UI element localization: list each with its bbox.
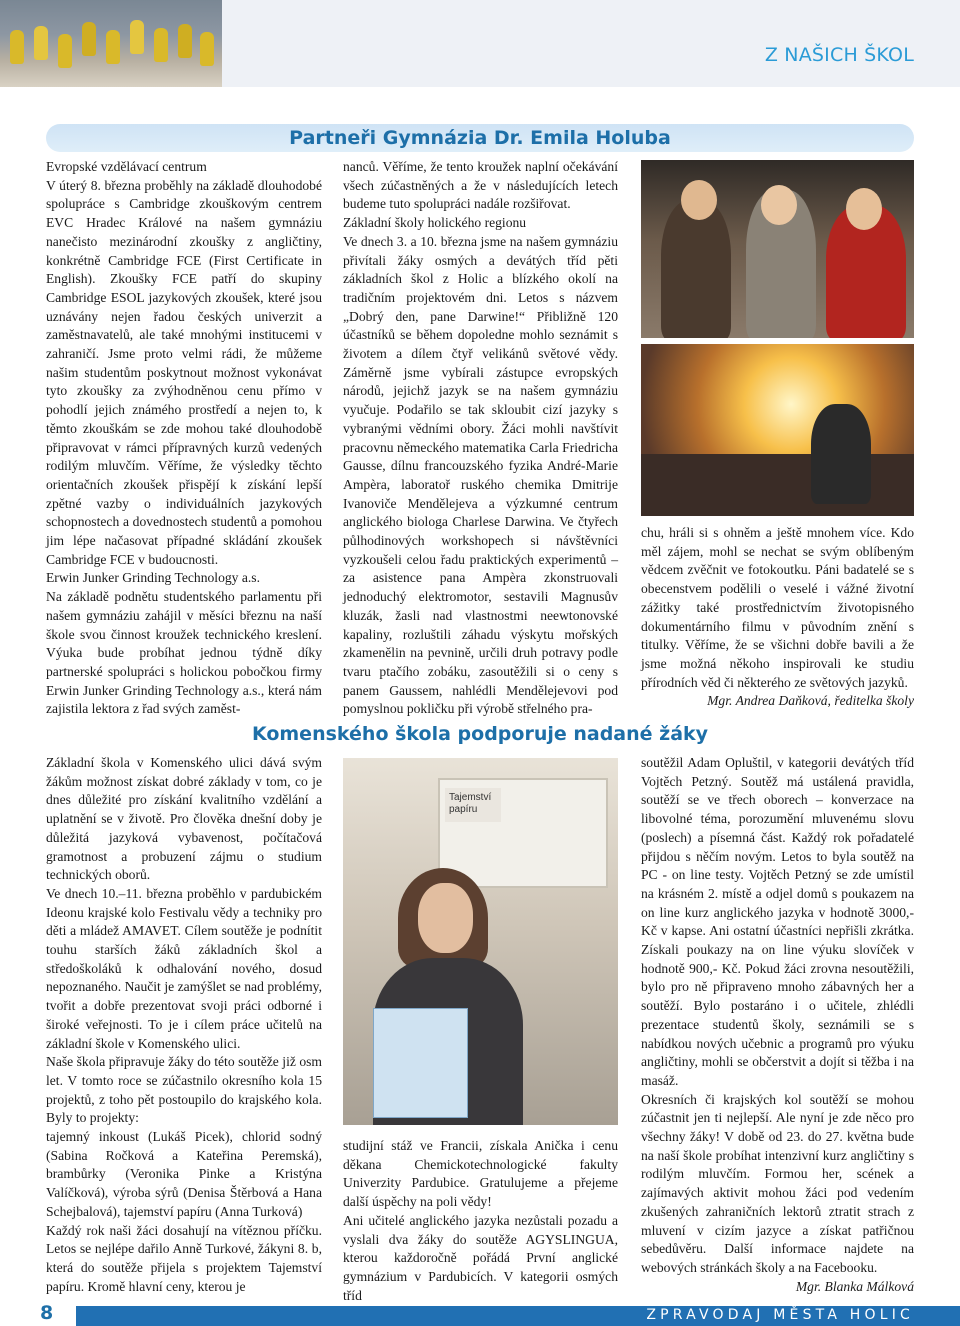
- paragraph: Základní školy holického regionu: [343, 215, 527, 231]
- fire-experiment-photo: [641, 344, 914, 516]
- paragraph: Evropské vzdělávací centrum: [46, 159, 207, 174]
- paragraph: Naše škola připravuje žáky do této soutěže již osm let. V tomto roce se zúčastnilo okresního kola 15 projektů, z toho pět postoupilo do krajského kola. Byly to projekty:: [46, 1054, 322, 1126]
- publication-name: ZPRAVODAJ MĚSTA HOLIC: [646, 1307, 914, 1323]
- paragraph: studijní stáž ve Francii, získala Anička i cenu děkana Chemickotechnologické fakulty Univerzity Pardubice. Gratulujeme a přejeme další úspěchy na poli vědy!: [343, 1138, 618, 1210]
- article1-heading-bar: [46, 124, 914, 152]
- poster-label: [445, 788, 501, 822]
- article1-column-2: [343, 158, 618, 719]
- paragraph: Ve dnech 10.–11. března proběhlo v pardubickém Ideonu krajské kolo Festivalu vědy a techniky pro děti a mládež AMAVET. Cílem soutěže je podnítit touhu starších žáků základních škol a středoškoláků k odhalování nového, dosud nepoznaného. Naučit je zamýšlet se nad problémy, tvořit a dobře prezentovat svoji práci odborné i široké veřejnosti. To je i cílem práce učitelů na základní škole v Komenského ulici.: [46, 885, 322, 1051]
- paragraph: Okresních či krajských kol soutěží se mohou zúčastnit jen ti nejlepší. Ale nyní je zde něco pro všechny žáky! V době od 23. do 27. května bude na naší škole probíhat intenzivní kurz angličtiny s rodilým mluvčím. Formou her, scének a zajímavých aktivit mohou žáci pod vedením zkušených zahraničních lektorů ztratit strach z mluvení v cizím jazyce a získat patřičnou sebedůvěru. Další informace najdete na webových stránkách školy a na Facebooku.: [641, 1091, 914, 1275]
- article2-column-1: [46, 754, 322, 1296]
- article1-signature: Mgr. Andrea Daňková, ředitelka školy: [707, 693, 914, 709]
- paragraph: Erwin Junker Grinding Technology a.s.: [46, 570, 260, 586]
- poster-line: papíru: [449, 804, 478, 815]
- article2-signature: Mgr. Blanka Málková: [795, 1278, 914, 1294]
- paragraph: Každý rok naši žáci dosahují na vítěznou příčku. Letos se nejlépe dařilo Anně Turkové, žákyni 8. b, která do soutěže přijela s projektem Tajemství papíru. Kromě hlavní ceny, kterou je: [46, 1222, 322, 1294]
- header-banner: [0, 0, 960, 87]
- article1-title: Partneři Gymnázia Dr. Emila Holuba: [289, 127, 671, 149]
- paragraph: V úterý 8. března proběhly na základě dlouhodobé spolupráce s Cambridge zkouškovým centrem EVC Hradec Králové na našem gymnáziu nanečisto mezinárodní zkoušky z angličtiny, konkrétně Cambridge FCE (First Certificate in English). Zkoušky FCE patří do skupiny Cambridge ESOL jazykových zkoušek, které jsou uznávány nejen řadou českých univerzit a zaměstnavatelů, ale také mnohými institucemi v zahraničí. Jsme proto velmi rádi, že můžeme našim studentům poskytnout možnost vykonávat tyto zkoušky za zvýhodněnou cenu přímo v pohodlí jejich známého prostředí a nejen to, k těmto zkouškám se zde mohou také dlouhodobě připravovat v rámci přípravných kurzů vedených rodilým mluvčím. Věříme, že výsledky těchto orientačních zkoušek přispějí k získání lepší zpětné vazby o individuálních jazykových schopnostech a dovednostech studentů a pomohou jim lépe načasovat případné skládání zkoušek Cambridge FCE v budoucnosti.: [46, 177, 322, 567]
- article1-column-1: [46, 158, 322, 719]
- paragraph: chu, hráli si s ohněm a ještě mnohem více. Kdo měl zájem, mohl se nechat se svým oblíbeným vědcem zvěčnit ve fotokoutku. Páni badatelé se s obecenstvem podělili o veselé i vážné životní zážitky také prostřednictvím životopisného dokumentárního filmu v původním znění s titulky. Věříme, že se všichni dobře bavili a že jsme možná někoho inspirovali ke studiu přírodních věd či některého ze světových jazyků.: [641, 525, 914, 690]
- paragraph: Na základě podnětu studentského parlamentu při našem gymnáziu zahájil v měsíci březnu na naší škole svou činnost kroužek technického kreslení. Výuka bude probíhat jednou týdně díky partnerské spolupráci s holickou pobočkou firmy Erwin Junker Grinding Technology a.s., která nám zajistila lektora z řad svých zaměst-: [46, 589, 322, 717]
- paragraph: Ani učitelé anglického jazyka nezůstali pozadu a vyslali dva žáky do soutěže AGYSLINGUA, kterou každoročně pořádá První anglické gymnázium v Pardubicích. V kategorii osmých tříd: [343, 1212, 618, 1303]
- section-title: Z NAŠICH ŠKOL: [764, 44, 914, 66]
- scientists-costume-photo: [641, 160, 914, 338]
- book: [373, 1008, 468, 1118]
- article2-heading-bar: [46, 720, 914, 748]
- paragraph: soutěžil Adam Opluštil, v kategorii devátých tříd Vojtěch Petzný. Soutěž má ustálená pravidla, soutěží se ve třech oborech – konverzace na libovolné téma, porozumění mluvenému slovu (poslech) a písemná část. Každý rok pořadatelé přijdou s něčím novým. Letos to byla soutěž na PC - on line testy. Vojtěch Petzný se zde umístil na krásném 2. místě a odjel domů s poukazem na on line kurz anglického jazyka v hodnotě 3000,- Kč v kapse. Ani ostatní účastníci nepřišli zkrátka. Získali poukazy na on line výuku slovíček v hodnotě 900,- Kč. Pokud žáci zrovna nesoutěžili, bylo pro ně připraveno mnoho zábavných her a soutěží. Bylo postaráno i o učitele, zhlédli prezentace studentů školy, seznámili se s nabídkou nových učebnic a programů pro výuku angličtiny, mohli se občerstvit a dojít si těžba i na masáž.: [641, 755, 914, 1088]
- paragraph: nanců. Věříme, že tento kroužek naplní očekávání všech zúčastněných a že v následujících letech budeme tuto spolupráci nadále rozšiřovat.: [343, 159, 618, 212]
- article2-title: Komenského škola podporuje nadané žáky: [251, 723, 709, 745]
- poster-line: Tajemství: [449, 792, 492, 803]
- paragraph: Základní škola v Komenského ulici dává svým žákům možnost získat dobré základy v tom, co je dnes důležité pro získání kvalitního vzdělání a uplatnění se v životě. Pro člověka dnešní doby je důležitá jazyková vybavenost, počítačová gramotnost a probuzení zájmu o studium technických oborů.: [46, 755, 322, 883]
- page-number: 8: [40, 1302, 54, 1324]
- dance-photo: [0, 0, 222, 87]
- article1-column-3: [641, 524, 914, 711]
- paragraph: Ve dnech 3. a 10. března jsme na našem gymnáziu přivítali žáky osmých a devátých tříd pěti základních škol z Holic a blízkého okolí na tradičním projektovém dni. Letos s názvem „Dobrý den, pane Darwine!“ Přibližně 120 účastníků se během dopoledne mohlo seznámit s životem a dílem čtyř velikánů světové vědy. Záměrně jsme vybírali zástupce evropských národů, jejichž jazyk se na našem gymnáziu vyučuje. Podařilo se tak skloubit cizí jazyky s vybranými vědními obory. Žáci mohli navštívit pracovnu německého matematika Carla Friedricha Gausse, dílnu francouzského fyzika André-Marie Ampèra, laboratoř ruského chemika Dmitrije Ivanoviče Mendělejeva a výzkumné centrum anglického biologa Charlese Darwina. Ve čtyřech půlhodinových workshopech si návštěvníci vyzkoušeli celou řadu praktických experimentů – za asistence pana Ampèra zkonstruovali jednoduchý elektromotor, sestavili Magnusův kluzák, žasli nad vlastnostmi neewtonovské kapaliny, rozluštili záhadu výskytu mořských zkamenělin na pevnině, určili druh potravy podle tvaru ptačího zobáku, zasoutěžili si o ceny s panem Gaussem, nahlédli Mendělejevovi pod pomyslnou pokličku při výrobě střelného pra-: [343, 233, 618, 717]
- article2-column-3: [641, 754, 914, 1296]
- paragraph: tajemný inkoust (Lukáš Picek), chlorid sodný (Sabina Ročková a Kateřina Peremská), brambůrky (Veronika Pinke a Kristýna Valíčková), výroba sýrů (Denisa Štěrbová a Hana Schejbalová), tajemství papíru (Anna Turková): [46, 1129, 322, 1219]
- student-project-photo: [343, 758, 618, 1125]
- article2-column-2: [343, 1137, 618, 1305]
